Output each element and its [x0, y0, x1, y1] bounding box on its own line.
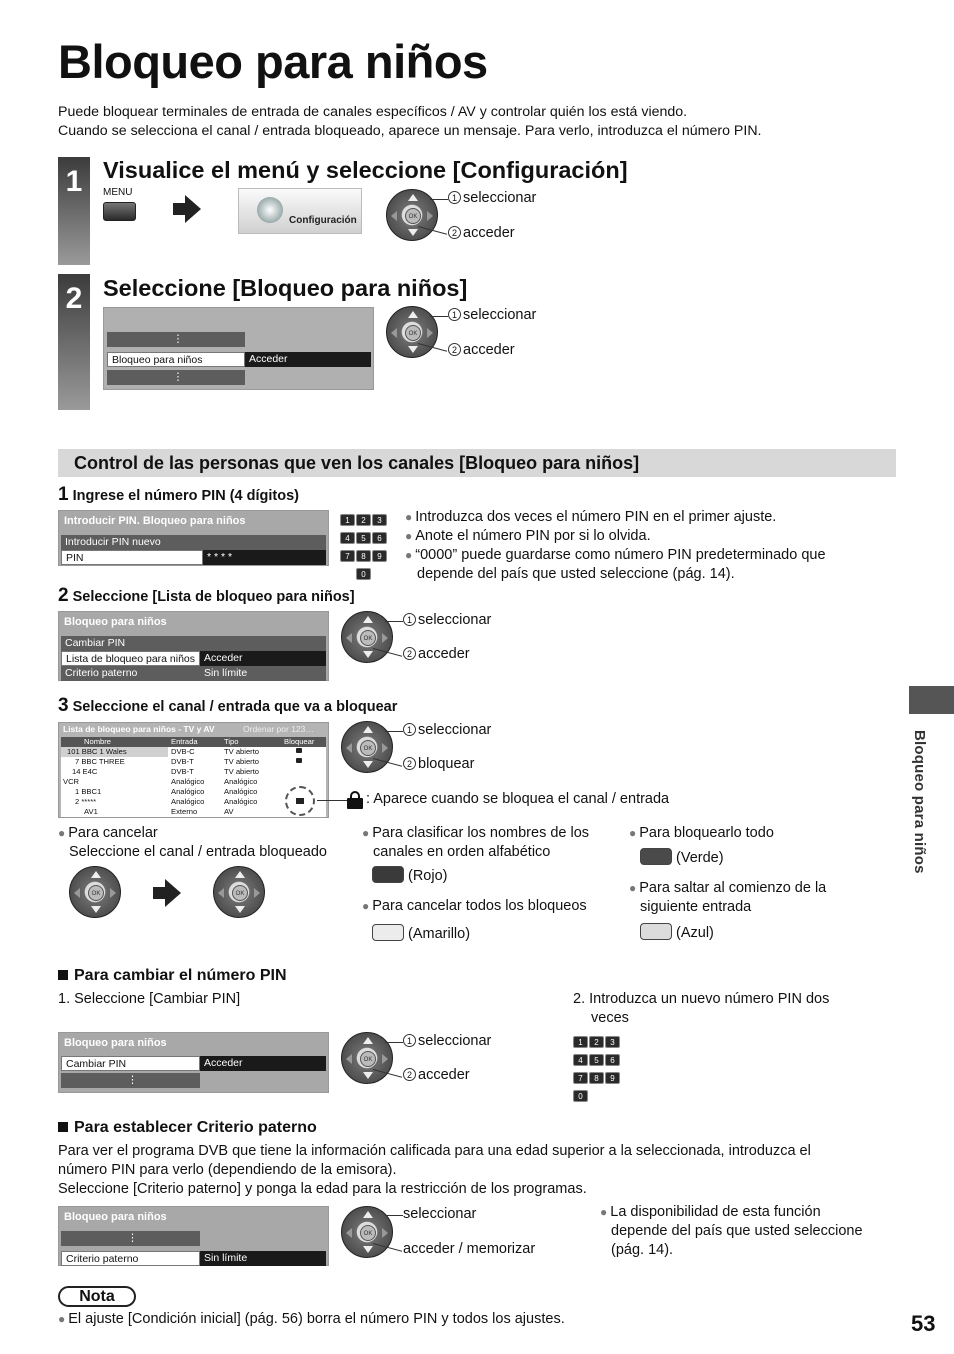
col-nombre: Nombre — [84, 737, 112, 746]
remote-dpad-icon: OK — [341, 721, 393, 773]
select-label: 1 seleccionar — [403, 1033, 491, 1049]
config-label: Configuración — [289, 215, 357, 226]
pin-note-3: ● “0000” puede guardarse como número PIN predeterminado que depende del país que usted seleccione (pág. 14). — [405, 547, 826, 582]
table-row: AV1 — [84, 807, 98, 816]
pin-menu-screen — [58, 510, 329, 566]
table-cell: Analógico — [224, 797, 258, 806]
table-cell: DVB-T — [171, 757, 194, 766]
table-row: 14 E4C — [72, 767, 98, 776]
row-lista-value: Acceder — [200, 651, 326, 666]
pin-row-new: Introducir PIN nuevo — [61, 535, 326, 550]
step-2-heading: Seleccione [Bloqueo para niños] — [103, 275, 468, 301]
table-row: 2 ***** — [75, 797, 97, 806]
lock-menu-screen — [58, 611, 329, 681]
enter-label: 2 acceder — [403, 1067, 470, 1083]
select-label: seleccionar — [403, 1206, 477, 1222]
enter-label: 2 acceder — [448, 342, 515, 358]
step-1-marker: 1 — [58, 157, 90, 265]
substep-2-title: 2 Seleccione [Lista de bloqueo para niños] — [58, 585, 355, 606]
remote-dpad-icon: OK — [386, 189, 438, 241]
col-entrada: Entrada — [171, 737, 198, 746]
menu-row-bloqueo: Bloqueo para niños — [107, 352, 245, 367]
lock-all-note: ● Para bloquearlo todo — [629, 825, 774, 841]
col-tipo: Tipo — [224, 737, 239, 746]
enter-store-label: acceder / memorizar — [403, 1241, 536, 1257]
blue-button-note: (Azul) — [640, 923, 714, 943]
table-cell: Analógico — [171, 797, 205, 806]
step-2-marker: 2 — [58, 274, 90, 410]
pin-note-1: ● Introduzca dos veces el número PIN en el primer ajuste. — [405, 509, 777, 525]
table-row: 1 BBC1 — [75, 787, 102, 796]
select-label: 1 seleccionar — [448, 307, 536, 323]
criterio-menu-title: Bloqueo para niños — [64, 1211, 167, 1223]
substep-3-title: 3 Seleccione el canal / entrada que va a bloquear — [58, 695, 398, 716]
arrow-right-icon — [153, 887, 165, 899]
row-cambiar-pin: Cambiar PIN — [61, 1056, 200, 1071]
remote-dpad-icon: OK — [341, 1206, 393, 1258]
side-tab — [909, 686, 954, 714]
menu-dots: ⋮ — [61, 1231, 200, 1246]
menu-dots-2: ⋮ — [107, 370, 245, 385]
sort-note: ● Para clasificar los nombres de los canales en orden alfabético — [362, 825, 590, 860]
side-label: Bloqueo para niños — [911, 730, 928, 874]
select-label: 1 seleccionar — [403, 722, 491, 738]
substep-1-title: 1 Ingrese el número PIN (4 dígitos) — [58, 484, 299, 505]
select-label: 1 seleccionar — [448, 190, 536, 206]
select-label: 1 seleccionar — [403, 612, 491, 628]
blue-button-icon — [640, 923, 672, 940]
menu-dots: ⋮ — [61, 1073, 200, 1088]
remote-dpad-icon: OK — [386, 306, 438, 358]
gear-icon — [257, 197, 283, 223]
menu-dots: ⋮ — [107, 332, 245, 347]
table-cell: Analógico — [171, 777, 205, 786]
lock-icon — [296, 798, 304, 804]
criterio-note: ● La disponibilidad de esta función depende del país que usted seleccione (pág. 14). — [600, 1204, 863, 1258]
table-row: VCR — [63, 777, 80, 786]
table-cell: AV — [224, 807, 234, 816]
red-button-icon — [372, 866, 404, 883]
menu-button-icon — [103, 202, 136, 221]
lock-menu-title: Bloqueo para niños — [64, 616, 167, 628]
change-pin-step-1: 1. Seleccione [Cambiar PIN] — [58, 991, 241, 1007]
remote-dpad-icon: OK — [341, 611, 393, 663]
lock-icon — [296, 758, 302, 763]
row-criterio: Criterio paterno — [61, 1251, 200, 1266]
row-criterio-value: Sin límite — [200, 1251, 326, 1266]
lock-icon — [296, 748, 302, 753]
change-pin-title: Bloqueo para niños — [64, 1037, 167, 1049]
lock-note: : Aparece cuando se bloquea el canal / entrada — [366, 791, 670, 807]
table-cell: Externo — [171, 807, 198, 816]
change-pin-screen — [58, 1032, 329, 1093]
row-cambiar-pin: Cambiar PIN — [61, 636, 326, 651]
table-cell: DVB-C — [171, 747, 195, 756]
criterio-screen — [58, 1206, 329, 1266]
lock-label: 2 bloquear — [403, 756, 474, 772]
row-criterio: Criterio paterno — [61, 666, 200, 681]
intro-line-1: Puede bloquear terminales de entrada de canales específicos / AV y controlar quién los está viendo. — [58, 104, 688, 120]
table-cell: Analógico — [224, 777, 258, 786]
enter-label: 2 acceder — [403, 646, 470, 662]
remote-dpad-icon: OK — [341, 1032, 393, 1084]
red-button-note: (Rojo) — [372, 866, 447, 886]
menu-row-value: Acceder — [245, 352, 371, 367]
step-1-heading: Visualice el menú y seleccione [Configuración] — [103, 157, 628, 183]
arrow-right-icon — [173, 203, 185, 215]
table-cell: TV abierto — [224, 767, 260, 776]
yellow-button-icon — [372, 924, 404, 941]
intro-line-2: Cuando se selecciona el canal / entrada bloqueado, aparece un mensaje. Para verlo, introduzca el número PIN. — [58, 123, 762, 139]
pin-note-2: ● Anote el número PIN por si lo olvida. — [405, 528, 651, 544]
lock-callout — [285, 786, 315, 816]
config-menu-icon — [238, 188, 362, 234]
table-cell: DVB-T — [171, 767, 194, 776]
pin-menu-title: Introducir PIN. Bloqueo para niños — [64, 515, 246, 527]
page-title: Bloqueo para niños — [58, 35, 488, 88]
arrow-head-icon — [185, 195, 201, 223]
section-band: Control de las personas que ven los canales [Bloqueo para niños] — [58, 449, 896, 477]
nota-badge: Nota — [58, 1286, 136, 1307]
green-button-icon — [640, 848, 672, 865]
pin-row-value: * * * * — [203, 550, 326, 565]
green-button-note: (Verde) — [640, 848, 724, 868]
nota-text: ● El ajuste [Condición inicial] (pág. 56) borra el número PIN y todos los ajustes. — [58, 1311, 565, 1327]
criterio-text: Para ver el programa DVB que tiene la información calificada para una edad superior a la seleccionada, introduzca el número PIN para verlo (dependiendo de la emisora). Seleccione [Criterio paterno] y ponga la edad para la restricción de los programas. — [58, 1143, 811, 1197]
yellow-button-note: (Amarillo) — [372, 924, 470, 944]
table-row: 7 BBC THREE — [75, 757, 125, 766]
page-number: 53 — [911, 1311, 936, 1336]
cancel-all-note: ● Para cancelar todos los bloqueos — [362, 898, 587, 914]
list-order: Ordenar por 123… — [243, 724, 314, 734]
cancel-note: ● Para cancelar Seleccione el canal / entrada bloqueado — [58, 825, 327, 860]
criterio-heading: Para establecer Criterio paterno — [58, 1119, 317, 1137]
row-lista-bloqueo: Lista de bloqueo para niños — [61, 651, 200, 666]
table-row: 101 BBC 1 Wales — [67, 747, 127, 756]
row-criterio-value: Sin límite — [200, 666, 326, 681]
skip-note: ● Para saltar al comienzo de la siguiente entrada — [629, 880, 827, 915]
arrow-head-icon — [165, 879, 181, 907]
remote-dpad-icon: OK — [69, 866, 121, 918]
remote-dpad-icon: OK — [213, 866, 265, 918]
list-title: Lista de bloqueo para niños - TV y AV — [63, 724, 215, 734]
pin-notes — [405, 508, 885, 584]
numeric-keypad-icon: 1 2 3 4 5 6 7 8 9 0 — [340, 510, 396, 582]
pin-row-label: PIN — [61, 550, 203, 565]
table-cell: TV abierto — [224, 747, 260, 756]
padlock-icon — [347, 791, 363, 809]
table-cell: Analógico — [171, 787, 205, 796]
enter-label: 2 acceder — [448, 225, 515, 241]
table-cell: TV abierto — [224, 757, 260, 766]
intro-text — [58, 103, 762, 141]
col-bloquear: Bloquear — [284, 737, 315, 746]
table-cell: Analógico — [224, 787, 258, 796]
change-pin-step-2: 2. Introduzca un nuevo número PIN dos veces — [573, 991, 830, 1026]
row-cambiar-value: Acceder — [200, 1056, 326, 1071]
change-pin-heading: Para cambiar el número PIN — [58, 967, 287, 985]
menu-key-label: MENU — [103, 187, 133, 198]
setup-menu-screen — [103, 307, 374, 390]
numeric-keypad-icon: 1 2 3 4 5 6 7 8 9 0 — [573, 1032, 629, 1104]
